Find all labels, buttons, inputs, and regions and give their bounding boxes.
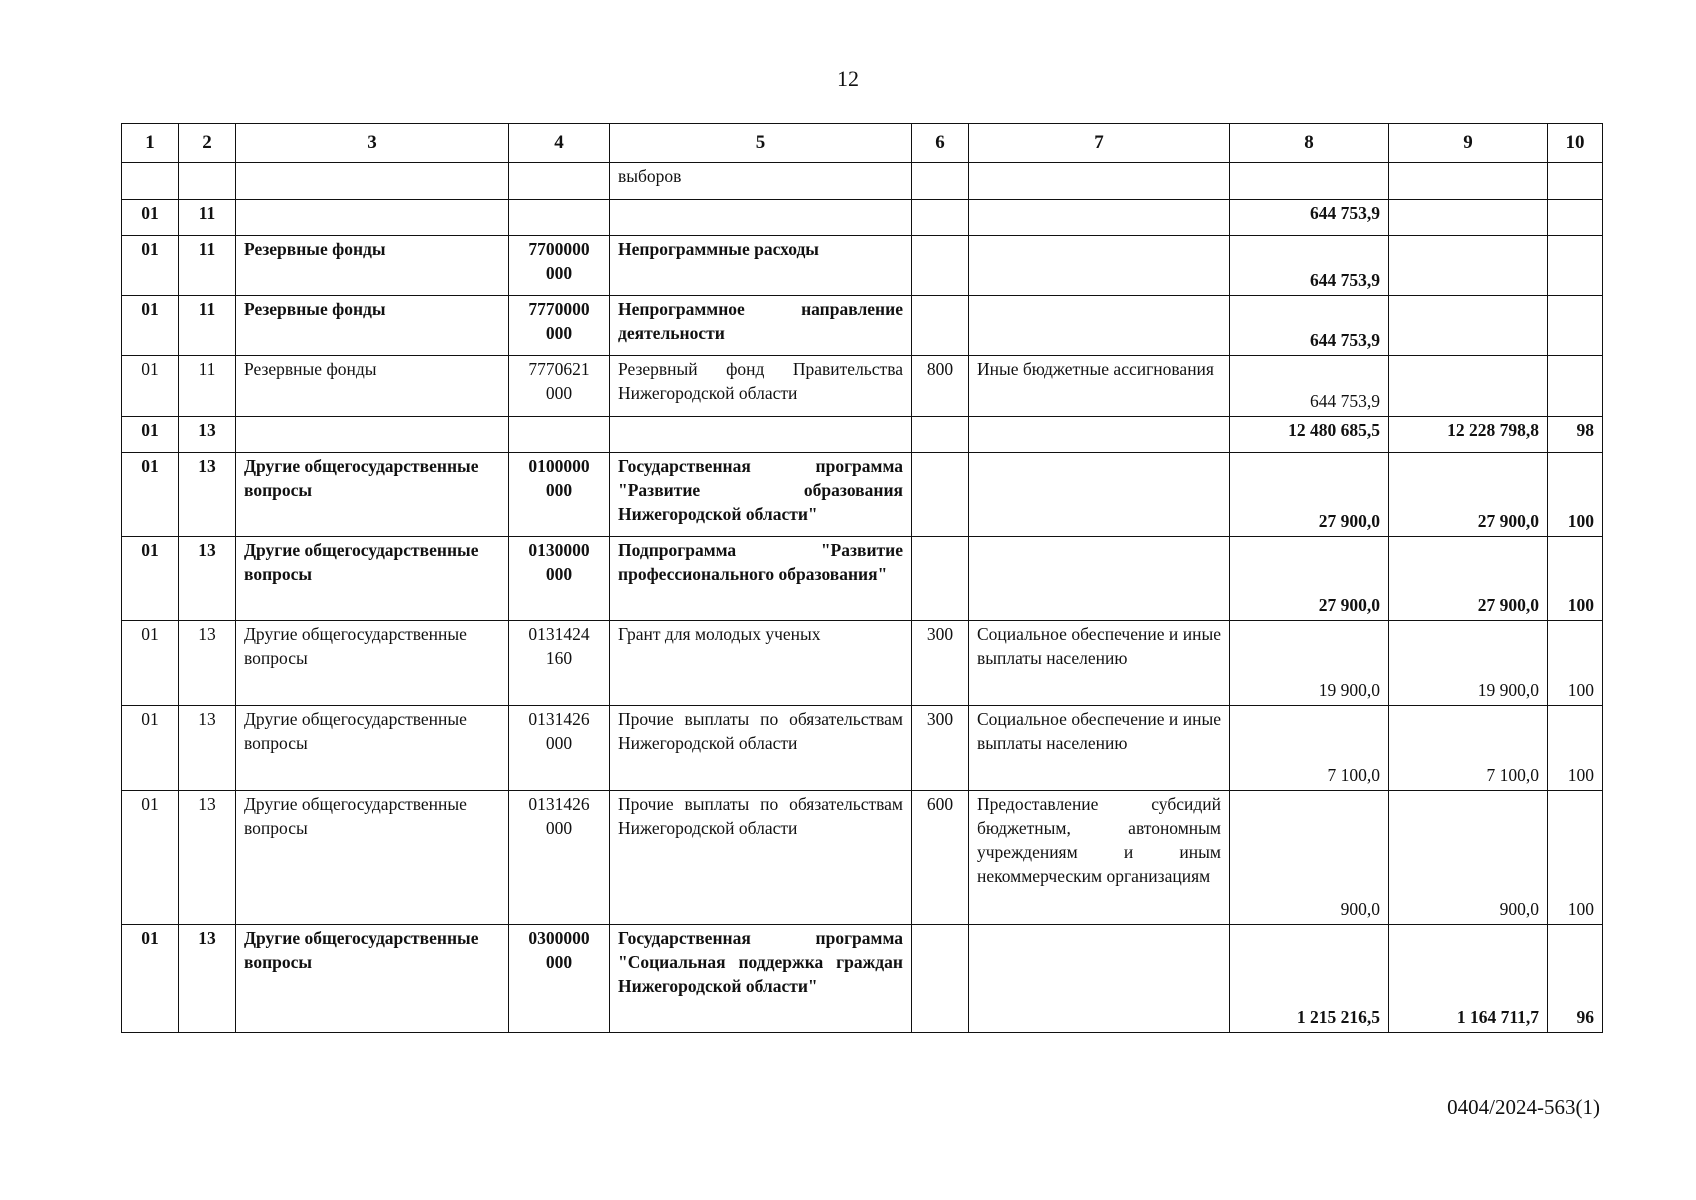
cell-section: 01 — [122, 236, 179, 296]
cell-expense-code — [912, 537, 969, 621]
cell-target-code — [509, 417, 610, 453]
table-row — [122, 925, 1603, 1033]
cell-approved: 7 100,0 — [1230, 706, 1389, 791]
table-row — [122, 296, 1603, 356]
cell-executed — [1389, 163, 1548, 200]
cell-subsection: 11 — [179, 200, 236, 236]
cell-target-name: Государственная программа "Развитие образования Нижегородской области" — [610, 453, 912, 537]
cell-target-code: 0130000 000 — [509, 537, 610, 621]
cell-name: Резервные фонды — [236, 296, 509, 356]
cell-target-code — [509, 163, 610, 200]
cell-name: Другие общегосударственные вопросы — [236, 791, 509, 925]
cell-approved: 644 753,9 — [1230, 200, 1389, 236]
budget-table — [121, 123, 1603, 1033]
cell-percent: 98 — [1548, 417, 1603, 453]
cell-section — [122, 163, 179, 200]
cell-percent — [1548, 236, 1603, 296]
cell-expense-name: Предоставление субсидий бюджетным, автономным учреждениям и иным некоммерческим организациям — [969, 791, 1230, 925]
cell-approved: 644 753,9 — [1230, 296, 1389, 356]
cell-expense-code: 300 — [912, 621, 969, 706]
cell-expense-name — [969, 925, 1230, 1033]
cell-name — [236, 417, 509, 453]
cell-target-code: 0300000 000 — [509, 925, 610, 1033]
cell-expense-code: 800 — [912, 356, 969, 417]
cell-executed: 900,0 — [1389, 791, 1548, 925]
column-header: 6 — [912, 124, 969, 163]
cell-expense-name — [969, 200, 1230, 236]
table-row — [122, 706, 1603, 791]
cell-name — [236, 163, 509, 200]
cell-percent — [1548, 163, 1603, 200]
document-id: 0404/2024-563(1) — [1447, 1095, 1600, 1119]
cell-section: 01 — [122, 296, 179, 356]
cell-executed: 1 164 711,7 — [1389, 925, 1548, 1033]
cell-subsection — [179, 163, 236, 200]
table-row — [122, 537, 1603, 621]
cell-section: 01 — [122, 200, 179, 236]
cell-approved: 644 753,9 — [1230, 236, 1389, 296]
cell-percent — [1548, 200, 1603, 236]
column-header: 3 — [236, 124, 509, 163]
cell-section: 01 — [122, 706, 179, 791]
table-row — [122, 236, 1603, 296]
cell-expense-code — [912, 417, 969, 453]
cell-percent: 100 — [1548, 791, 1603, 925]
cell-subsection: 13 — [179, 925, 236, 1033]
cell-executed: 19 900,0 — [1389, 621, 1548, 706]
cell-expense-name — [969, 236, 1230, 296]
cell-section: 01 — [122, 621, 179, 706]
cell-expense-name — [969, 537, 1230, 621]
cell-expense-name — [969, 296, 1230, 356]
cell-name: Другие общегосударственные вопросы — [236, 453, 509, 537]
cell-name: Другие общегосударственные вопросы — [236, 621, 509, 706]
cell-section: 01 — [122, 537, 179, 621]
column-header: 2 — [179, 124, 236, 163]
cell-subsection: 13 — [179, 417, 236, 453]
cell-percent — [1548, 296, 1603, 356]
cell-approved: 1 215 216,5 — [1230, 925, 1389, 1033]
cell-target-name: выборов — [610, 163, 912, 200]
cell-section: 01 — [122, 356, 179, 417]
cell-target-code: 7770621 000 — [509, 356, 610, 417]
page-number: 12 — [837, 66, 859, 91]
cell-percent: 100 — [1548, 706, 1603, 791]
cell-section: 01 — [122, 925, 179, 1033]
table-row — [122, 356, 1603, 417]
cell-approved: 12 480 685,5 — [1230, 417, 1389, 453]
cell-target-code: 0100000 000 — [509, 453, 610, 537]
cell-target-code: 0131426 000 — [509, 791, 610, 925]
cell-section: 01 — [122, 453, 179, 537]
cell-executed — [1389, 236, 1548, 296]
cell-expense-code — [912, 296, 969, 356]
table-row — [122, 163, 1603, 200]
column-header: 9 — [1389, 124, 1548, 163]
cell-name: Резервные фонды — [236, 236, 509, 296]
cell-target-name: Непрограммные расходы — [610, 236, 912, 296]
table-row — [122, 453, 1603, 537]
cell-subsection: 11 — [179, 296, 236, 356]
cell-target-name: Непрограммное направление деятельности — [610, 296, 912, 356]
cell-expense-name: Социальное обеспечение и иные выплаты населению — [969, 706, 1230, 791]
cell-expense-code — [912, 163, 969, 200]
cell-expense-name: Социальное обеспечение и иные выплаты населению — [969, 621, 1230, 706]
cell-subsection: 13 — [179, 537, 236, 621]
column-header: 5 — [610, 124, 912, 163]
cell-name: Резервные фонды — [236, 356, 509, 417]
cell-subsection: 13 — [179, 621, 236, 706]
cell-name: Другие общегосударственные вопросы — [236, 537, 509, 621]
cell-percent: 100 — [1548, 537, 1603, 621]
cell-target-name: Государственная программа "Социальная поддержка граждан Нижегородской области" — [610, 925, 912, 1033]
cell-percent: 96 — [1548, 925, 1603, 1033]
cell-percent: 100 — [1548, 621, 1603, 706]
cell-subsection: 13 — [179, 791, 236, 925]
cell-expense-name — [969, 417, 1230, 453]
cell-target-name: Резервный фонд Правительства Нижегородской области — [610, 356, 912, 417]
cell-target-name — [610, 200, 912, 236]
table-row — [122, 791, 1603, 925]
cell-expense-name — [969, 163, 1230, 200]
cell-percent — [1548, 356, 1603, 417]
cell-target-code: 0131424 160 — [509, 621, 610, 706]
cell-executed — [1389, 296, 1548, 356]
cell-approved: 900,0 — [1230, 791, 1389, 925]
cell-target-name — [610, 417, 912, 453]
column-header: 7 — [969, 124, 1230, 163]
cell-target-code — [509, 200, 610, 236]
column-header: 10 — [1548, 124, 1603, 163]
cell-subsection: 13 — [179, 453, 236, 537]
cell-name: Другие общегосударственные вопросы — [236, 706, 509, 791]
cell-approved — [1230, 163, 1389, 200]
cell-subsection: 13 — [179, 706, 236, 791]
cell-approved: 19 900,0 — [1230, 621, 1389, 706]
cell-expense-code — [912, 453, 969, 537]
table-row — [122, 621, 1603, 706]
column-header: 4 — [509, 124, 610, 163]
cell-target-name: Грант для молодых ученых — [610, 621, 912, 706]
cell-expense-code: 600 — [912, 791, 969, 925]
cell-executed: 7 100,0 — [1389, 706, 1548, 791]
cell-percent: 100 — [1548, 453, 1603, 537]
cell-target-name: Подпрограмма "Развитие профессионального образования" — [610, 537, 912, 621]
cell-executed — [1389, 200, 1548, 236]
cell-executed: 12 228 798,8 — [1389, 417, 1548, 453]
cell-approved: 644 753,9 — [1230, 356, 1389, 417]
cell-section: 01 — [122, 417, 179, 453]
column-header: 8 — [1230, 124, 1389, 163]
cell-executed: 27 900,0 — [1389, 537, 1548, 621]
cell-section: 01 — [122, 791, 179, 925]
cell-approved: 27 900,0 — [1230, 537, 1389, 621]
cell-expense-code — [912, 236, 969, 296]
cell-target-code: 7700000 000 — [509, 236, 610, 296]
cell-executed — [1389, 356, 1548, 417]
cell-target-name: Прочие выплаты по обязательствам Нижегородской области — [610, 791, 912, 925]
cell-name — [236, 200, 509, 236]
table-row — [122, 417, 1603, 453]
cell-approved: 27 900,0 — [1230, 453, 1389, 537]
column-header: 1 — [122, 124, 179, 163]
cell-expense-name — [969, 453, 1230, 537]
cell-target-code: 7770000 000 — [509, 296, 610, 356]
table-row — [122, 200, 1603, 236]
cell-name: Другие общегосударственные вопросы — [236, 925, 509, 1033]
cell-expense-code — [912, 200, 969, 236]
cell-expense-code: 300 — [912, 706, 969, 791]
cell-subsection: 11 — [179, 356, 236, 417]
cell-executed: 27 900,0 — [1389, 453, 1548, 537]
cell-target-code: 0131426 000 — [509, 706, 610, 791]
table-header-row — [122, 124, 1603, 163]
cell-subsection: 11 — [179, 236, 236, 296]
cell-expense-code — [912, 925, 969, 1033]
cell-target-name: Прочие выплаты по обязательствам Нижегородской области — [610, 706, 912, 791]
cell-expense-name: Иные бюджетные ассигнования — [969, 356, 1230, 417]
